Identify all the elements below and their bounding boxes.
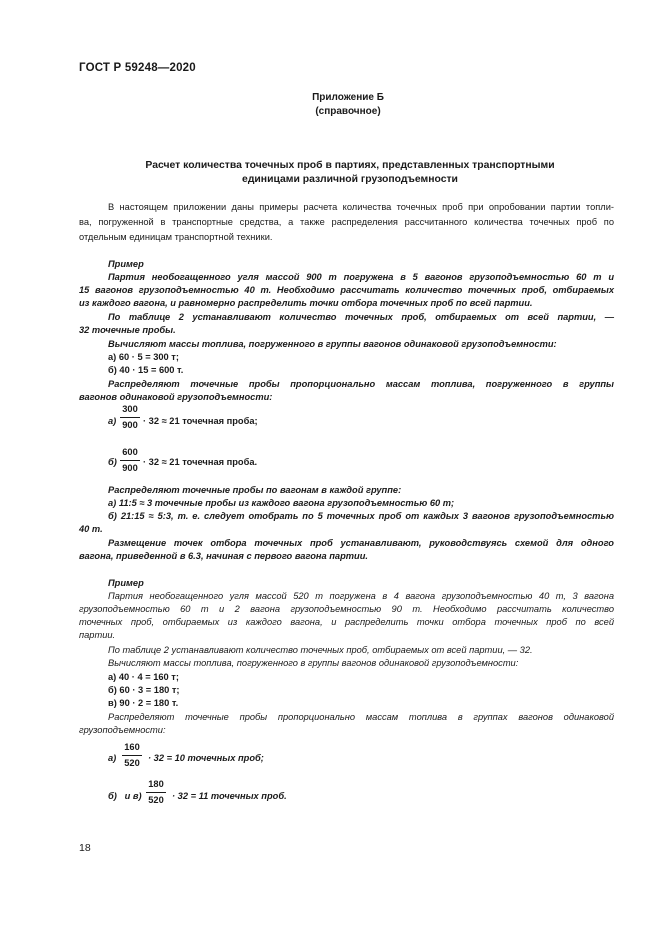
example2-calc-c: в) 90 · 2 = 180 т.: [108, 698, 179, 708]
appendix-label: Приложение Б: [312, 92, 384, 103]
example1-p3: Вычисляют массы топлива, погруженного в группы вагонов одинаковой грузоподъемности:: [108, 339, 557, 349]
example2-p2: По таблице 2 устанавливают количество точечных проб, отбираемых от всей партии, — 32.: [108, 645, 533, 655]
example1-f2-fraction: [120, 447, 140, 474]
example2-f1-label: а): [108, 753, 117, 763]
standard-header: ГОСТ Р 59248—2020: [79, 62, 196, 74]
example1-p4-line2: вагонов одинаковой грузоподъемности:: [79, 392, 273, 402]
example1-calc-a: а) 60 · 5 = 300 т;: [108, 352, 179, 362]
example2-p1-line1: Партия необогащенного угля массой 520 т погружена в 4 вагона грузоподъемностью 40 т, 3 вагона: [108, 591, 614, 601]
example2-p4-line1: Распределяют точечные пробы пропорционально массам топлива в группах вагонов одинаковой: [108, 712, 614, 722]
example1-p1-line2: 15 вагонов грузоподъемностью 40 т. Необходимо рассчитать количество точечных проб, отбираемых: [79, 285, 614, 295]
example1-f1-rest: · 32 ≈ 21 точечная проба;: [143, 416, 258, 426]
intro-line2: ва, погруженной в транспортные средства, а также распределения рассчитанного количества точечных проб по: [79, 217, 614, 227]
intro-line3: отдельным единицам транспортной техники.: [79, 232, 273, 242]
example1-dist-b-line1: б) 21:15 ≈ 5:3, т. е. следует отобрать по 5 точечных проб от каждых 3 вагонов грузоподъемностью: [108, 511, 614, 521]
page-number: 18: [79, 842, 91, 854]
example1-p2-line1: По таблице 2 устанавливают количество точечных проб, отбираемых от всей партии, —: [108, 312, 614, 322]
example2-calc-b: б) 60 · 3 = 180 т;: [108, 685, 180, 695]
example1-p5: Распределяют точечные пробы по вагонам в каждой группе:: [108, 485, 402, 495]
example2-f2-rest: · 32 = 11 точечных проб.: [172, 791, 287, 801]
example2-calc-a: а) 40 · 4 = 160 т;: [108, 672, 179, 682]
intro-line1: В настоящем приложении даны примеры расчета количества точечных проб при опробовании партии топли-: [108, 202, 614, 212]
example1-f2-numerator: 600: [122, 447, 138, 457]
example2-p1-line4: партии.: [79, 630, 116, 640]
fraction-bar: [122, 755, 142, 756]
example1-dist-b-line2: 40 т.: [79, 524, 103, 534]
example1-p2-line2: 32 точечные пробы.: [79, 325, 176, 335]
example1-f2-rest: · 32 ≈ 21 точечная проба.: [143, 457, 258, 467]
appendix-note: (справочное): [315, 106, 381, 117]
section-title-line2: единицами различной грузоподъемности: [242, 174, 458, 185]
example2-f2-label: б) и в): [108, 791, 142, 801]
section-title-line1: Расчет количества точечных проб в партиях, представленных транспортными: [145, 160, 555, 171]
example2-p1-line3: точечных проб, отбираемых из каждого вагона, и распределить точки отбора точечных проб по всей: [79, 617, 614, 627]
example2-p4-line2: грузоподъемности:: [79, 725, 166, 735]
example2-f2-numerator: 180: [148, 779, 164, 789]
example1-p1-line1: Партия необогащенного угля массой 900 т погружена в 5 вагонов грузоподъемностью 60 т и: [108, 272, 614, 282]
fraction-bar: [146, 792, 166, 793]
example2-f1-fraction: [122, 742, 142, 769]
example1-dist-a: а) 11:5 ≈ 3 точечные пробы из каждого вагона грузоподъемностью 60 т;: [108, 498, 455, 508]
example1-p6-line2: вагона, приведенной в 6.3, начиная с первого вагона партии.: [79, 551, 368, 561]
example1-f1-denominator: 900: [122, 420, 138, 430]
example1-p1-line3: из каждого вагона, и равномерно распределить точки отбора точечных проб по всей партии.: [79, 298, 533, 308]
example2-f1-rest: · 32 = 10 точечных проб;: [148, 753, 264, 763]
example1-p6-line1: Размещение точек отбора точечных проб устанавливают, руководствуясь схемой для одного: [108, 538, 614, 548]
example2-f2-fraction: [146, 779, 166, 806]
example2-p3: Вычисляют массы топлива, погруженного в группы вагонов одинаковой грузоподъемности:: [108, 658, 519, 668]
fraction-bar: [120, 460, 140, 461]
example1-f1-numerator: 300: [122, 404, 138, 414]
example2-heading: Пример: [108, 578, 144, 588]
example2-f1-numerator: 160: [124, 742, 140, 752]
example1-f2-denominator: 900: [122, 463, 138, 473]
example1-p4-line1: Распределяют точечные пробы пропорционально массам топлива, погруженного в группы: [108, 379, 614, 389]
example1-calc-b: б) 40 · 15 = 600 т.: [108, 365, 184, 375]
example1-heading: Пример: [108, 259, 144, 269]
example2-p1-line2: грузоподъемностью 60 т и 2 вагона грузоподъемностью 90 т. Необходимо рассчитать количество: [79, 604, 614, 614]
example1-f2-label: б): [108, 457, 117, 467]
example1-f1-fraction: [120, 404, 140, 431]
example2-f2-denominator: 520: [148, 795, 164, 805]
fraction-bar: [120, 417, 140, 418]
example2-f1-denominator: 520: [124, 758, 140, 768]
example1-f1-label: а): [108, 416, 117, 426]
